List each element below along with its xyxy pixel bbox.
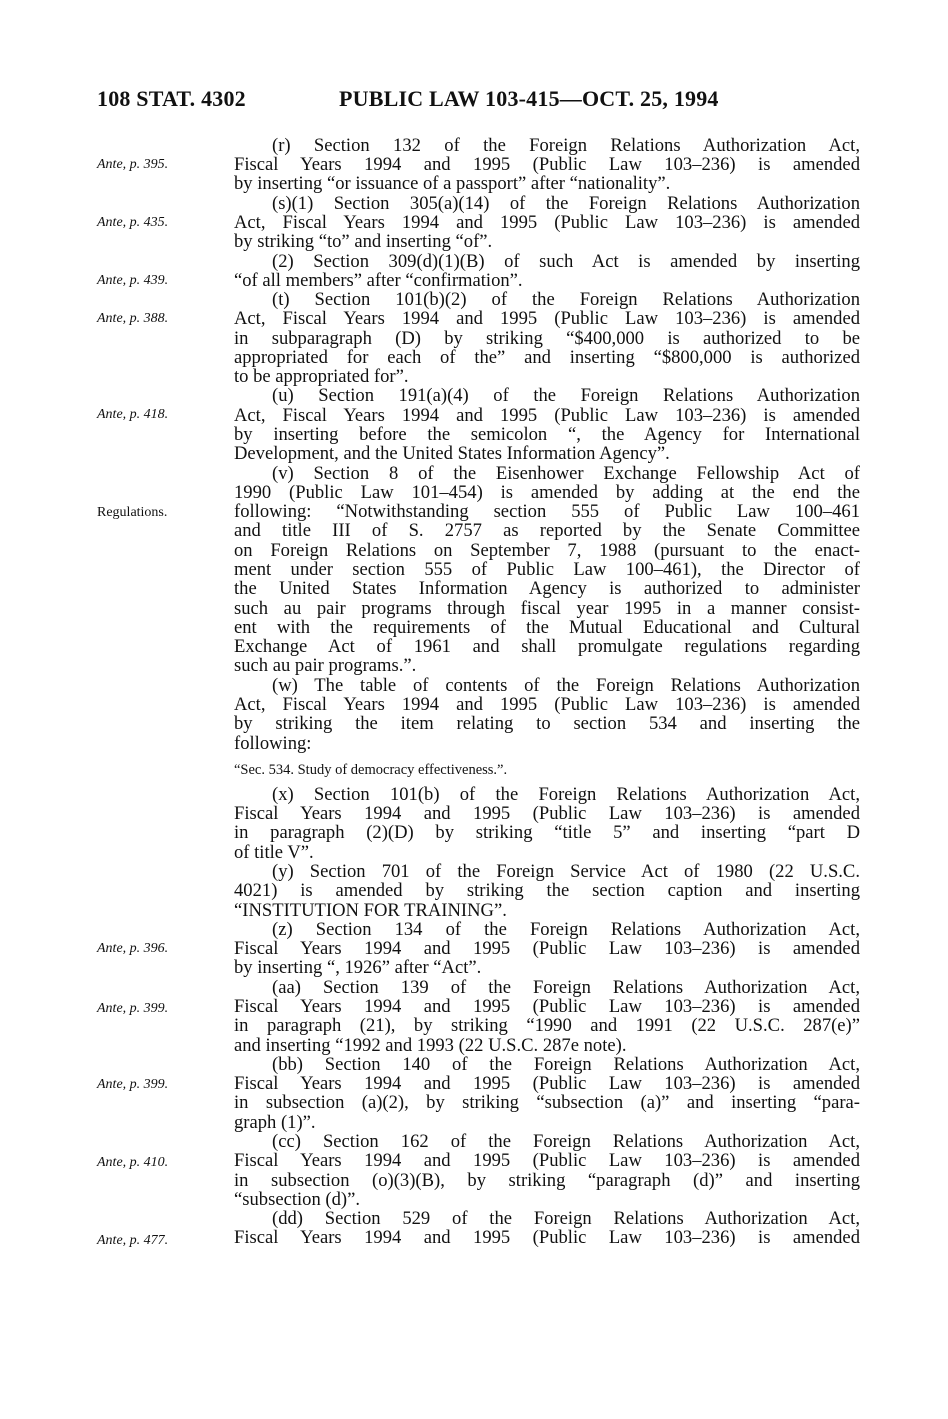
body-line: Exchange Act of 1961 and shall promulgate regulations regarding bbox=[234, 637, 860, 657]
body-line: Fiscal Years 1994 and 1995 (Public Law 103–236) is amended bbox=[234, 1074, 860, 1094]
toc-entry: “Sec. 534. Study of democracy effectiveness.”. bbox=[234, 762, 508, 778]
page-title: PUBLIC LAW 103-415—OCT. 25, 1994 bbox=[339, 86, 719, 111]
body-line: (r) Section 132 of the Foreign Relations Authorization Act, bbox=[272, 136, 860, 156]
body-line: (bb) Section 140 of the Foreign Relations Authorization Act, bbox=[272, 1055, 860, 1075]
margin-note: Regulations. bbox=[97, 505, 168, 520]
body-line: (dd) Section 529 of the Foreign Relations Authorization Act, bbox=[272, 1209, 860, 1229]
margin-note: Ante, p. 477. bbox=[97, 1233, 169, 1248]
body-line: appropriated for each of the” and inserting “$800,000 is authorized bbox=[234, 348, 860, 368]
body-line: ment under section 555 of Public Law 100–461), the Director of bbox=[234, 560, 860, 580]
body-line: in subsection (a)(2), by striking “subsection (a)” and inserting “para- bbox=[234, 1093, 860, 1113]
body-line: “of all members” after “confirmation”. bbox=[234, 271, 523, 291]
body-line: “subsection (d)”. bbox=[234, 1190, 360, 1210]
body-line: Act, Fiscal Years 1994 and 1995 (Public Law 103–236) is amended bbox=[234, 213, 860, 233]
body-line: Fiscal Years 1994 and 1995 (Public Law 103–236) is amended bbox=[234, 997, 860, 1017]
body-line: Act, Fiscal Years 1994 and 1995 (Public Law 103–236) is amended bbox=[234, 309, 860, 329]
body-line: (aa) Section 139 of the Foreign Relations Authorization Act, bbox=[272, 978, 860, 998]
body-line: in subparagraph (D) by striking “$400,000 is authorized to be bbox=[234, 329, 860, 349]
margin-note: Ante, p. 395. bbox=[97, 157, 169, 172]
body-line: to be appropriated for”. bbox=[234, 367, 409, 387]
body-line: following: “Notwithstanding section 555 of Public Law 100–461 bbox=[234, 502, 860, 522]
body-line: the United States Information Agency is authorized to administer bbox=[234, 579, 860, 599]
body-line: by striking “to” and inserting “of”. bbox=[234, 232, 493, 252]
body-line: Fiscal Years 1994 and 1995 (Public Law 103–236) is amended bbox=[234, 804, 860, 824]
body-line: 4021) is amended by striking the section caption and inserting bbox=[234, 881, 860, 901]
body-line: (cc) Section 162 of the Foreign Relations Authorization Act, bbox=[272, 1132, 860, 1152]
body-line: (v) Section 8 of the Eisenhower Exchange Fellowship Act of bbox=[272, 464, 860, 484]
body-line: by striking the item relating to section 534 and inserting the bbox=[234, 714, 860, 734]
body-line: (z) Section 134 of the Foreign Relations Authorization Act, bbox=[272, 920, 860, 940]
body-line: 1990 (Public Law 101–454) is amended by adding at the end the bbox=[234, 483, 860, 503]
body-line: following: bbox=[234, 734, 312, 754]
body-line: (s)(1) Section 305(a)(14) of the Foreign Relations Authorization bbox=[272, 194, 860, 214]
body-line: in paragraph (2)(D) by striking “title 5” and inserting “part D bbox=[234, 823, 860, 843]
margin-note: Ante, p. 439. bbox=[97, 273, 169, 288]
body-line: in paragraph (21), by striking “1990 and 1991 (22 U.S.C. 287(e)” bbox=[234, 1016, 860, 1036]
body-line: (2) Section 309(d)(1)(B) of such Act is amended by inserting bbox=[272, 252, 860, 272]
page-header bbox=[97, 86, 858, 116]
body-line: (t) Section 101(b)(2) of the Foreign Relations Authorization bbox=[272, 290, 860, 310]
body-line: Fiscal Years 1994 and 1995 (Public Law 103–236) is amended bbox=[234, 155, 860, 175]
stat-reference: 108 STAT. 4302 bbox=[97, 86, 246, 111]
margin-note: Ante, p. 399. bbox=[97, 1077, 169, 1092]
body-line: Fiscal Years 1994 and 1995 (Public Law 103–236) is amended bbox=[234, 1151, 860, 1171]
margin-note: Ante, p. 435. bbox=[97, 215, 169, 230]
body-line: (w) The table of contents of the Foreign Relations Authorization bbox=[272, 676, 860, 696]
body-line: and title III of S. 2757 as reported by the Senate Committee bbox=[234, 521, 860, 541]
body-line: (y) Section 701 of the Foreign Service Act of 1980 (22 U.S.C. bbox=[272, 862, 860, 882]
body-line: Fiscal Years 1994 and 1995 (Public Law 103–236) is amended bbox=[234, 1228, 860, 1248]
body-line: by inserting before the semicolon “, the Agency for International bbox=[234, 425, 860, 445]
margin-note: Ante, p. 396. bbox=[97, 941, 169, 956]
body-line: by inserting “, 1926” after “Act”. bbox=[234, 958, 482, 978]
margin-note: Ante, p. 418. bbox=[97, 407, 169, 422]
body-line: by inserting “or issuance of a passport” after “nationality”. bbox=[234, 174, 671, 194]
margin-note: Ante, p. 388. bbox=[97, 311, 169, 326]
body-line: Act, Fiscal Years 1994 and 1995 (Public Law 103–236) is amended bbox=[234, 406, 860, 426]
body-line: Act, Fiscal Years 1994 and 1995 (Public Law 103–236) is amended bbox=[234, 695, 860, 715]
body-line: and inserting “1992 and 1993 (22 U.S.C. 287e note). bbox=[234, 1036, 627, 1056]
body-line: graph (1)”. bbox=[234, 1113, 316, 1133]
body-line: such au pair programs.”. bbox=[234, 656, 417, 676]
body-line: (x) Section 101(b) of the Foreign Relations Authorization Act, bbox=[272, 785, 860, 805]
body-line: such au pair programs through fiscal year 1995 in a manner consist- bbox=[234, 599, 860, 619]
body-line: ent with the requirements of the Mutual Educational and Cultural bbox=[234, 618, 860, 638]
margin-note: Ante, p. 410. bbox=[97, 1155, 169, 1170]
margin-note: Ante, p. 399. bbox=[97, 1001, 169, 1016]
body-line: on Foreign Relations on September 7, 1988 (pursuant to the enact- bbox=[234, 541, 860, 561]
body-line: Development, and the United States Information Agency”. bbox=[234, 444, 670, 464]
body-line: (u) Section 191(a)(4) of the Foreign Relations Authorization bbox=[272, 386, 860, 406]
body-line: of title V”. bbox=[234, 843, 314, 863]
body-line: Fiscal Years 1994 and 1995 (Public Law 103–236) is amended bbox=[234, 939, 860, 959]
body-line: “INSTITUTION FOR TRAINING”. bbox=[234, 901, 507, 921]
body-line: in subsection (o)(3)(B), by striking “paragraph (d)” and inserting bbox=[234, 1171, 860, 1191]
